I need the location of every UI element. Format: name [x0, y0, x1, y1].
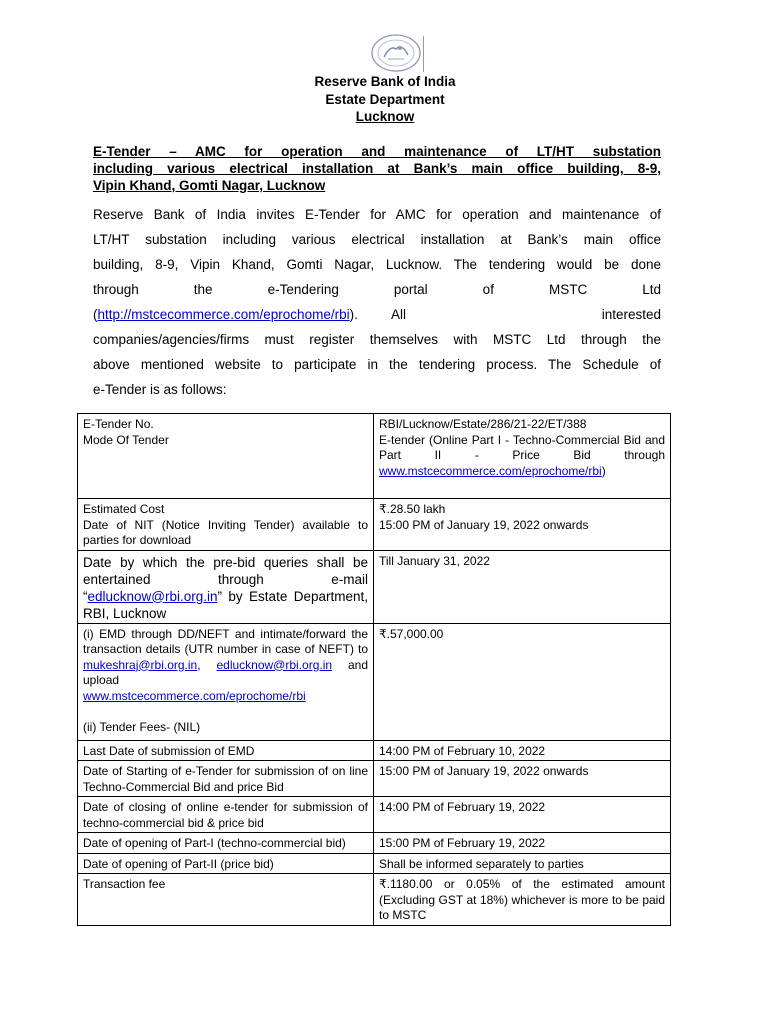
header-org: Reserve Bank of India: [314, 74, 456, 89]
cell-text: ₹.28.50 lakh: [379, 502, 446, 516]
cell-text: 15:00 PM of January 19, 2022 onwards: [379, 517, 589, 532]
cell-text: Till January 31, 2022: [379, 553, 490, 568]
header-dept: Estate Department: [325, 92, 445, 107]
body-text: through the e-Tendering portal of MSTC Ltd: [93, 282, 661, 297]
mstc-eprochome-link[interactable]: www.mstcecommerce.com/eprochome/rbi: [83, 688, 306, 703]
table-cell-value: [374, 874, 671, 926]
cell-text: and upload: [83, 657, 368, 687]
subject-line: Vipin Khand, Gomti Nagar, Lucknow: [93, 178, 326, 193]
table-cell-label: [78, 740, 374, 761]
paren-open: (: [93, 307, 98, 322]
table-row: [78, 433, 671, 499]
table-row: [78, 797, 671, 833]
table-cell-value: [374, 740, 671, 761]
body-line: Reserve Bank of India invites E-Tender for AMC for operation and maintenance of: [93, 207, 661, 222]
cell-text: RBI/Lucknow/Estate/286/21-22/ET/388: [379, 417, 587, 431]
cell-text: Shall be informed separately to parties: [379, 856, 584, 871]
table-cell-label: [78, 833, 374, 854]
tender-fees-note: (ii) Tender Fees- (NIL): [83, 720, 201, 734]
cell-text: 14:00 PM of February 19, 2022: [379, 800, 546, 814]
body-line: above mentioned website to participate in the tendering process. The Schedule of: [93, 357, 661, 372]
cell-text: ₹.57,000.00: [379, 626, 444, 641]
table-cell-value: [374, 797, 671, 833]
edlucknow-email-link[interactable]: edlucknow@rbi.org.in: [216, 657, 333, 672]
table-row: [78, 518, 671, 551]
table-cell-label: [78, 414, 374, 433]
cell-text: E-Tender No.: [83, 417, 154, 431]
cell-text: Date of NIT (Notice Inviting Tender) available to parties for download: [83, 517, 368, 547]
paren-close: ).: [349, 307, 358, 322]
table-cell-value: [374, 433, 671, 499]
cell-text: 14:00 PM of February 10, 2022: [379, 743, 546, 758]
word-all: All: [391, 307, 407, 322]
rbi-emblem-icon: [370, 33, 422, 73]
table-row: [78, 874, 671, 926]
cell-text: Date by which the pre-bid queries shall be entertained through e-mail “: [83, 554, 368, 604]
cell-text: (i) EMD through DD/NEFT and intimate/forward the transaction details (UTR number in case of NEFT) to: [83, 626, 368, 656]
tender-schedule-table: [77, 413, 671, 926]
table-cell-label: [78, 761, 374, 797]
table-row: [78, 550, 671, 623]
cell-text: Last Date of submission of EMD: [83, 743, 255, 758]
table-cell-value: [374, 833, 671, 854]
cell-text: Date of Starting of e-Tender for submission of on line Techno-Commercial Bid and price Bid: [83, 764, 368, 794]
word-interested: interested: [601, 307, 661, 322]
body-line: [93, 277, 661, 302]
body-line: LT/HT substation including various electrical installation at Bank’s main office: [93, 232, 661, 247]
seal-divider: [423, 36, 424, 72]
table-cell-label: [78, 797, 374, 833]
table-cell-value: [374, 761, 671, 797]
table-row: [78, 833, 671, 854]
table-row: [78, 853, 671, 874]
body-text: [391, 302, 661, 327]
body-line: companies/agencies/firms must register themselves with MSTC Ltd through the: [93, 332, 661, 347]
table-cell-value: [374, 623, 671, 740]
body-text: [93, 302, 358, 327]
mstc-eprochome-link[interactable]: www.mstcecommerce.com/eprochome/rbi: [379, 463, 602, 478]
body-line: e-Tender is as follows:: [93, 382, 227, 397]
table-cell-label: [78, 518, 374, 551]
table-cell-label: [78, 853, 374, 874]
table-row: [78, 414, 671, 433]
table-cell-value: [374, 499, 671, 518]
cell-text: E-tender (Online Part I - Techno-Commercial Bid and Part II - Price Bid through: [379, 432, 665, 462]
table-row: [78, 623, 671, 740]
cell-text: Estimated Cost: [83, 502, 165, 516]
cell-text: ): [601, 463, 606, 478]
cell-text: Date of closing of online e-tender for submission of techno-commercial bid & price bid: [83, 800, 368, 830]
body-line: [93, 302, 661, 327]
cell-text: 15:00 PM of January 19, 2022 onwards: [379, 764, 589, 778]
cell-text: Mode Of Tender: [83, 432, 169, 447]
cell-text: ,: [197, 657, 201, 672]
tender-subject: [93, 143, 661, 194]
cell-text: ₹.1180.00 or 0.05% of the estimated amount (Excluding GST at 18%) whichever is more to be paid to MSTC: [379, 877, 665, 922]
mstc-portal-link[interactable]: http://mstcecommerce.com/eprochome/rbi: [97, 307, 350, 322]
table-cell-value: [374, 550, 671, 623]
table-cell-label: [78, 499, 374, 518]
table-cell-label: [78, 623, 374, 740]
cell-text: Date of opening of Part-II (price bid): [83, 856, 274, 871]
table-cell-value: [374, 853, 671, 874]
edlucknow-email-link[interactable]: edlucknow@rbi.org.in: [87, 588, 218, 604]
mukeshraj-email-link[interactable]: mukeshraj@rbi.org.in: [83, 657, 198, 672]
body-line: building, 8-9, Vipin Khand, Gomti Nagar, Lucknow. The tendering would be done: [93, 257, 661, 272]
cell-text: 15:00 PM of February 19, 2022: [379, 836, 546, 850]
table-row: [78, 499, 671, 518]
cell-text: Date of opening of Part-I (techno-commercial bid): [83, 836, 346, 850]
subject-line: including various electrical installation at Bank’s main office building, 8-9,: [93, 161, 661, 176]
table-cell-value: [374, 414, 671, 433]
body-paragraph: [93, 202, 661, 402]
table-row: [78, 761, 671, 797]
table-row: [78, 740, 671, 761]
table-cell-value: [374, 518, 671, 551]
table-cell-label: [78, 550, 374, 623]
subject-line: E-Tender – AMC for operation and maintenance of LT/HT substation: [93, 144, 661, 159]
header-city: Lucknow: [355, 109, 415, 124]
cell-text: ” by Estate Department, RBI, Lucknow: [83, 588, 368, 621]
table-cell-label: [78, 433, 374, 499]
cell-text: Transaction fee: [83, 877, 166, 891]
table-cell-label: [78, 874, 374, 926]
